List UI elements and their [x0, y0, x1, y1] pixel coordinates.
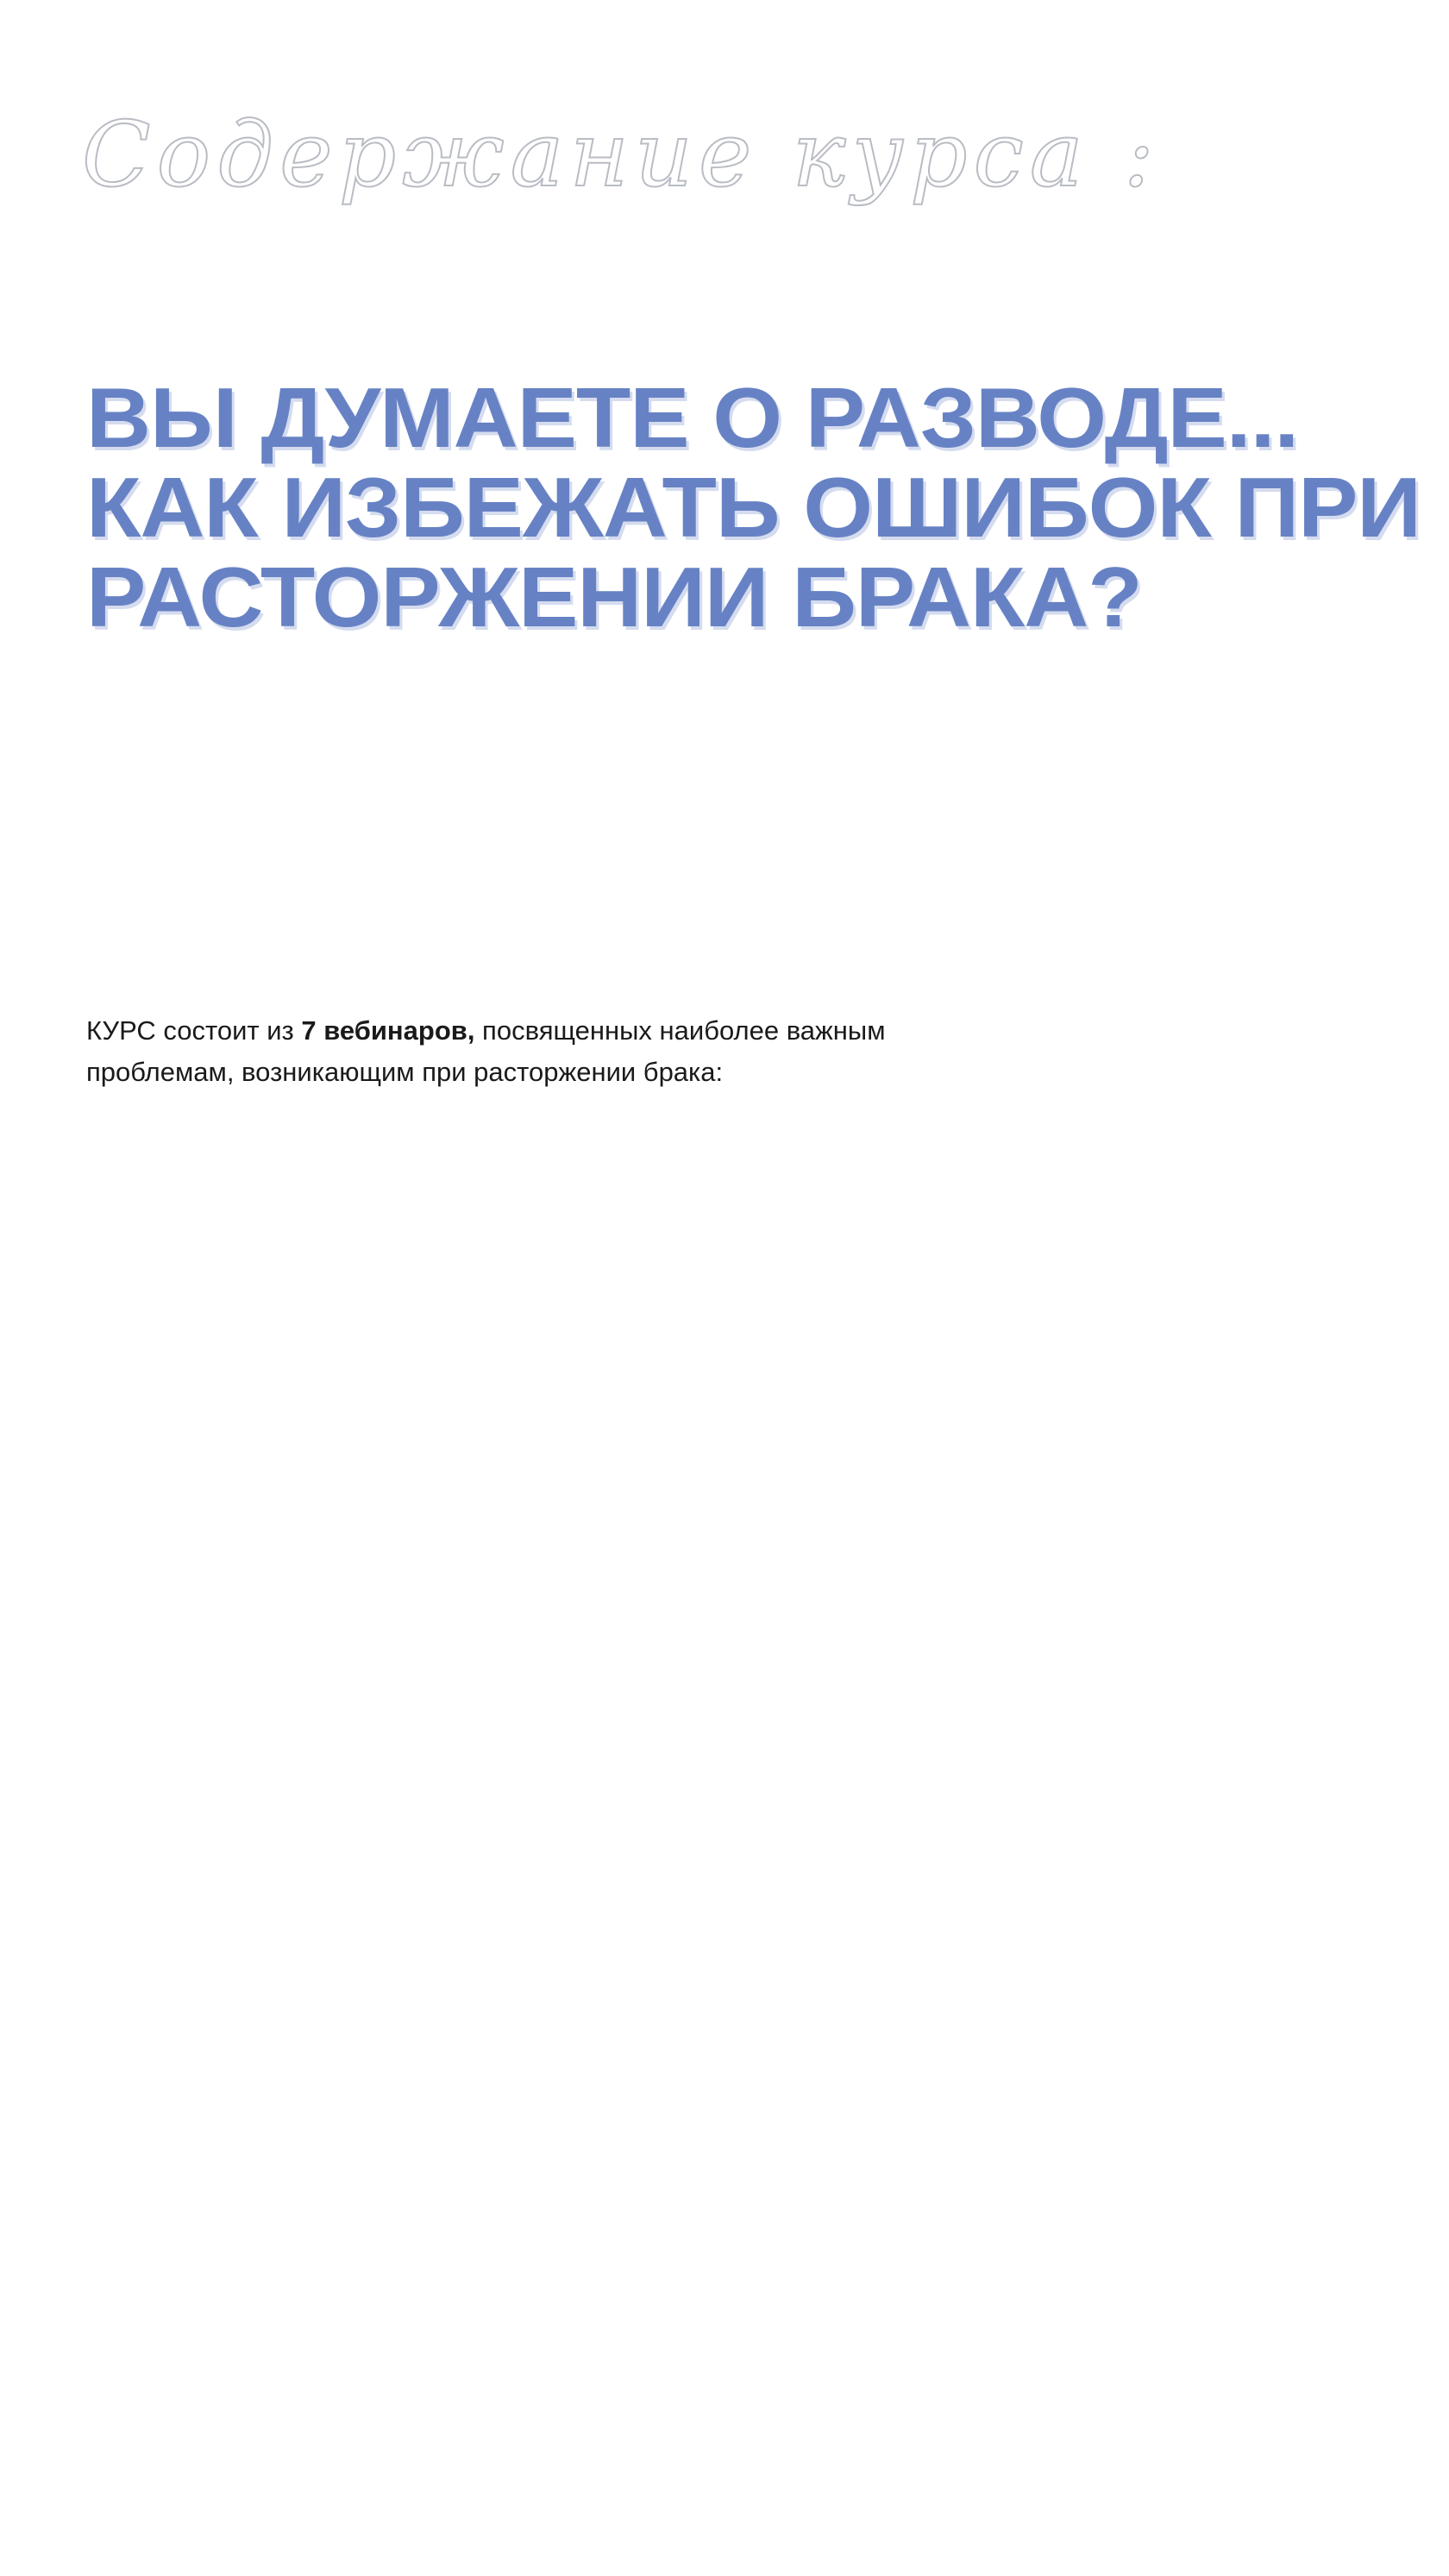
headline-line-3: РАСТОРЖЕНИИ БРАКА? — [86, 550, 1142, 644]
eyebrow-script-svg — [82, 91, 1307, 229]
page-title — [86, 370, 1421, 644]
intro-highlight: 7 вебинаров, — [301, 1015, 475, 1046]
headline-line-2: КАК ИЗБЕЖАТЬ ОШИБОК ПРИ — [86, 460, 1421, 555]
headline-line-1: ВЫ ДУМАЕТЕ О РАЗВОДЕ... — [86, 370, 1299, 465]
section-eyebrow — [82, 91, 1307, 229]
intro-text-part-1: КУРС состоит из — [86, 1015, 302, 1046]
eyebrow-label: Содержание курса : — [82, 102, 1160, 207]
intro-text-part-2: посвященных наиболее важным проблемам, возникающим при расторжении брака: — [86, 1015, 886, 1087]
intro-paragraph — [86, 1010, 966, 1093]
